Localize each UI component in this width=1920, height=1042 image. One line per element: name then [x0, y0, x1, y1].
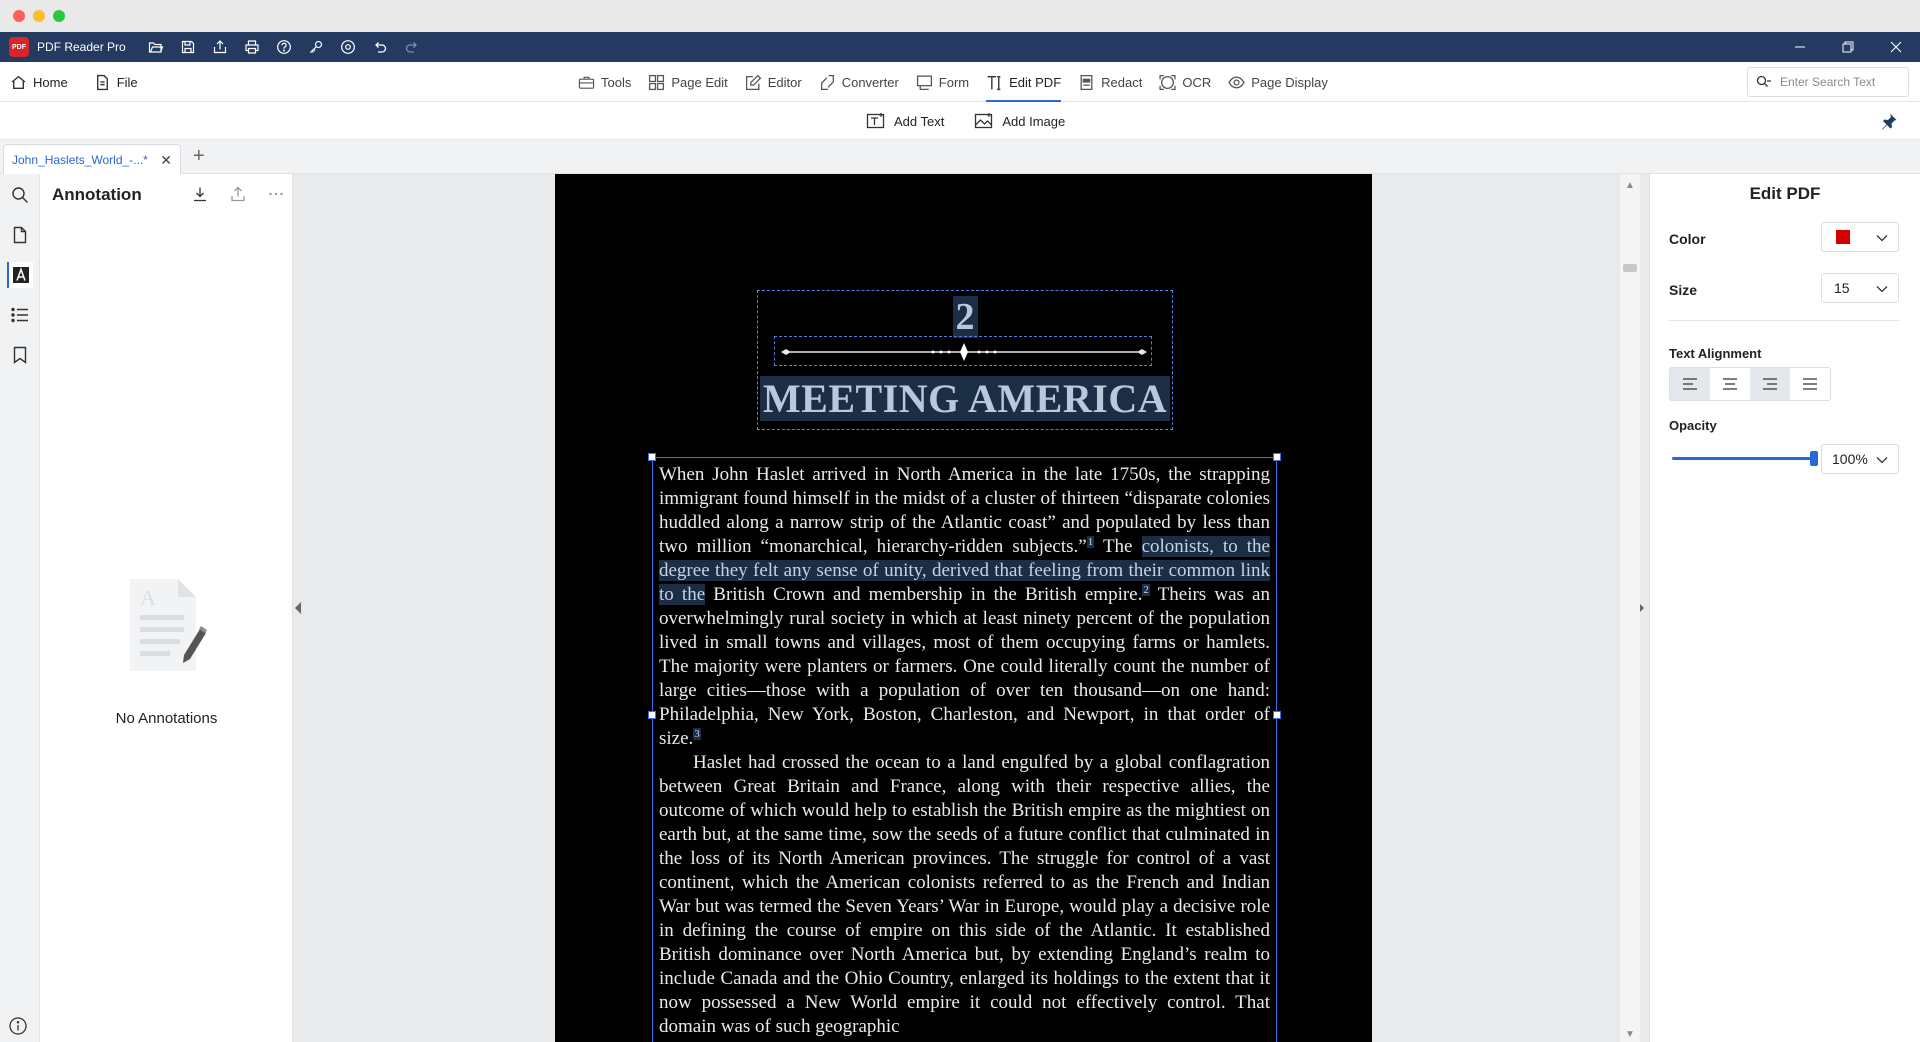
add-image-button[interactable]	[974, 112, 1065, 130]
align-justify-button[interactable]	[1790, 368, 1830, 400]
tab-redact[interactable]	[1078, 62, 1142, 102]
paragraph: Haslet had crossed the ocean to a land engulfed by a global conflagration between Great Britain and France, along with their respective allies, the outcome of which would help to establish the British empire as the mightiest on earth but, at the same time, sow the seeds of a future conflict that culminated in the loss of its North American provinces. The struggle for control of a vast continent, which the American colonists referred to as the French and Indian War but was termed the Seven Years’ War in Europe, would play a decisive role in defining the course of empire on this side of the Atlantic. It established British dominance over North America but, by extending England’s realm to include Canada and the Ohio Country, enlarged its holdings to the extent that it now possessed a New World empire it could not effectively control. That domain was of such geographic	[659, 752, 1270, 1037]
left-sidebar-rail	[0, 174, 40, 1042]
tab-tools[interactable]	[578, 62, 631, 102]
footnote-marker: 2	[1143, 584, 1149, 596]
open-folder-icon[interactable]	[140, 32, 172, 62]
document-viewport[interactable]	[293, 174, 1649, 1042]
tab-page-edit-label: Page Edit	[671, 74, 728, 90]
scroll-down-icon[interactable]: ▼	[1625, 1029, 1635, 1040]
export-annotations-icon[interactable]	[230, 186, 246, 205]
add-image-label: Add Image	[1002, 113, 1066, 129]
align-center-button[interactable]	[1710, 368, 1750, 400]
pin-toolbar-icon[interactable]	[1880, 112, 1898, 133]
tab-form[interactable]	[916, 62, 969, 102]
add-text-label: Add Text	[894, 113, 945, 129]
tab-editor[interactable]	[745, 62, 802, 102]
app-name: PDF Reader Pro	[37, 40, 126, 54]
window-controls	[1776, 32, 1920, 62]
opacity-select[interactable]	[1821, 444, 1899, 474]
file-button[interactable]	[94, 62, 138, 102]
collapse-left-panel-icon[interactable]	[295, 602, 301, 614]
align-left-icon	[1682, 378, 1698, 390]
footnote-marker: 1	[1087, 536, 1094, 548]
document-tab-label: John_Haslets_World_-...*	[12, 152, 148, 167]
body-text-block[interactable]	[652, 457, 1277, 1042]
document-tab-bar	[0, 140, 1920, 174]
chapter-number-text: 2	[953, 296, 978, 338]
ocr-icon	[1159, 74, 1176, 91]
chevron-down-icon	[1876, 234, 1888, 242]
align-right-icon	[1762, 378, 1778, 390]
tab-edit-pdf-label: Edit PDF	[1009, 74, 1062, 90]
help-icon[interactable]	[268, 32, 300, 62]
restore-icon[interactable]	[1824, 32, 1872, 62]
size-label: Size	[1669, 282, 1698, 298]
page-grid-icon	[648, 74, 665, 91]
annotation-panel-icon[interactable]	[7, 262, 33, 288]
no-annotations-text: No Annotations	[115, 710, 218, 727]
scrollbar-thumb[interactable]	[1623, 264, 1637, 272]
properties-panel	[1649, 174, 1920, 1042]
selected-text: colonists, to the degree they felt any sense of unity, derived that feeling from their common link to the	[659, 536, 1270, 605]
search-box[interactable]	[1747, 67, 1909, 97]
resize-handle-top-right[interactable]	[1273, 453, 1281, 461]
settings-icon[interactable]	[332, 32, 364, 62]
file-label: File	[116, 74, 138, 90]
opacity-label: Opacity	[1669, 418, 1717, 433]
print-icon[interactable]	[236, 32, 268, 62]
tab-ocr[interactable]	[1159, 62, 1211, 102]
text-alignment-label: Text Alignment	[1669, 346, 1762, 361]
window-titlebar	[0, 0, 1920, 32]
resize-handle-right[interactable]	[1273, 711, 1281, 719]
tab-converter[interactable]	[819, 62, 899, 102]
ornament-divider-icon	[775, 337, 1153, 367]
opacity-slider-track[interactable]	[1672, 457, 1814, 460]
color-select[interactable]	[1821, 222, 1899, 252]
tab-tools-label: Tools	[601, 74, 632, 90]
properties-title: Edit PDF	[1749, 184, 1821, 203]
color-swatch	[1836, 230, 1850, 244]
tab-editor-label: Editor	[767, 74, 802, 90]
opacity-slider-thumb[interactable]	[1810, 451, 1818, 466]
outline-icon[interactable]	[7, 302, 33, 328]
font-size-select[interactable]	[1821, 273, 1899, 303]
add-image-icon	[974, 112, 994, 130]
chevron-down-icon	[1876, 285, 1888, 293]
tab-page-display-label: Page Display	[1251, 74, 1328, 90]
edit-pdf-subtoolbar	[0, 102, 1920, 140]
key-icon[interactable]	[300, 32, 332, 62]
zoom-window-button[interactable]	[53, 10, 65, 22]
align-justify-icon	[1802, 378, 1818, 390]
form-icon	[916, 74, 933, 91]
resize-handle-top-left[interactable]	[648, 453, 656, 461]
footnote-marker: 3	[694, 728, 700, 740]
tab-ocr-label: OCR	[1182, 74, 1212, 90]
vertical-scrollbar[interactable]	[1620, 174, 1640, 1042]
share-icon[interactable]	[204, 32, 236, 62]
font-size-value: 15	[1834, 280, 1850, 296]
text-cursor-icon	[986, 74, 1003, 91]
close-tab-icon[interactable]: ✕	[160, 152, 172, 168]
title-text-block[interactable]	[757, 290, 1173, 430]
opacity-value: 100%	[1832, 451, 1868, 467]
align-left-button[interactable]	[1670, 368, 1710, 400]
undo-icon[interactable]	[364, 32, 396, 62]
tab-page-edit[interactable]	[648, 62, 727, 102]
empty-annotations-illustration	[126, 577, 212, 680]
bookmark-icon[interactable]	[7, 342, 33, 368]
chevron-down-icon	[1876, 456, 1888, 464]
tab-edit-pdf[interactable]	[986, 62, 1061, 102]
app-logo-icon: PDF	[9, 37, 29, 57]
minimize-window-button[interactable]	[33, 10, 45, 22]
home-button[interactable]	[10, 62, 68, 102]
chapter-title[interactable]	[758, 375, 1172, 422]
paragraph: When John Haslet arrived in North America in the late 1750s, the strapping immigrant found himself in the midst of a cluster of thirteen “disparate colonies huddled along a narrow strip of the Atlantic coast” and populated by less than two million “monarchical, hierarchy-ridden subjects.”$^1$ The colonists, to the degree they felt any sense of unity, derived that feeling from their common link to the British Crown and membership in the British empire.$^2$ Theirs was an overwhelmingly rural society in which at least ninety percent of the population lived in small towns and villages, most of them occupying farms or hamlets. The majority were planters or farmers. One could literally count the number of large cities—those with a population of over ten thousand—on one hand: Philadelphia, New York, Boston, Charleston, and Newport, in that order of size.$^3$	[659, 464, 1270, 749]
align-center-icon	[1722, 378, 1738, 390]
convert-icon	[819, 74, 836, 91]
edit-pen-icon	[745, 74, 762, 91]
close-icon[interactable]	[1872, 32, 1920, 62]
pdf-page[interactable]	[555, 174, 1372, 1042]
redo-icon[interactable]	[396, 32, 428, 62]
main-toolbar	[0, 62, 1920, 102]
annotation-panel	[40, 174, 293, 1042]
toolbox-icon	[578, 74, 595, 91]
minimize-icon[interactable]	[1776, 32, 1824, 62]
divider	[1669, 320, 1899, 321]
thumbnails-icon[interactable]	[7, 222, 33, 248]
search-icon	[1756, 75, 1772, 89]
home-icon	[10, 74, 27, 91]
text-alignment-group	[1669, 367, 1831, 401]
annotation-panel-title: Annotation	[52, 185, 142, 204]
add-text-button[interactable]	[866, 112, 944, 130]
scroll-up-icon[interactable]: ▲	[1625, 180, 1635, 191]
more-options-icon[interactable]	[268, 186, 284, 205]
color-label: Color	[1669, 231, 1706, 247]
app-bar	[0, 32, 1920, 62]
tab-converter-label: Converter	[841, 74, 899, 90]
quick-access-toolbar	[140, 32, 428, 62]
svg-text:A: A	[140, 585, 156, 610]
tab-redact-label: Redact	[1101, 74, 1143, 90]
info-icon[interactable]	[8, 1016, 28, 1039]
body-text[interactable]	[659, 463, 1270, 1039]
tab-page-display[interactable]	[1228, 62, 1328, 102]
chapter-number[interactable]	[758, 295, 1172, 339]
add-text-icon	[866, 112, 886, 130]
document-tab[interactable]	[3, 144, 181, 174]
ornament-image-block[interactable]	[774, 336, 1152, 366]
file-icon	[94, 74, 111, 91]
search-panel-icon[interactable]	[7, 182, 33, 208]
redact-icon	[1078, 74, 1095, 91]
import-annotations-icon[interactable]	[192, 186, 208, 205]
align-right-button[interactable]	[1750, 368, 1790, 400]
search-input[interactable]	[1780, 75, 1898, 89]
eye-icon	[1228, 74, 1245, 91]
tab-form-label: Form	[938, 74, 970, 90]
save-icon[interactable]	[172, 32, 204, 62]
chapter-title-text: MEETING AMERICA	[760, 376, 1170, 421]
add-tab-button[interactable]: +	[193, 145, 205, 167]
resize-handle-left[interactable]	[648, 711, 656, 719]
home-label: Home	[33, 74, 68, 90]
close-window-button[interactable]	[13, 10, 25, 22]
